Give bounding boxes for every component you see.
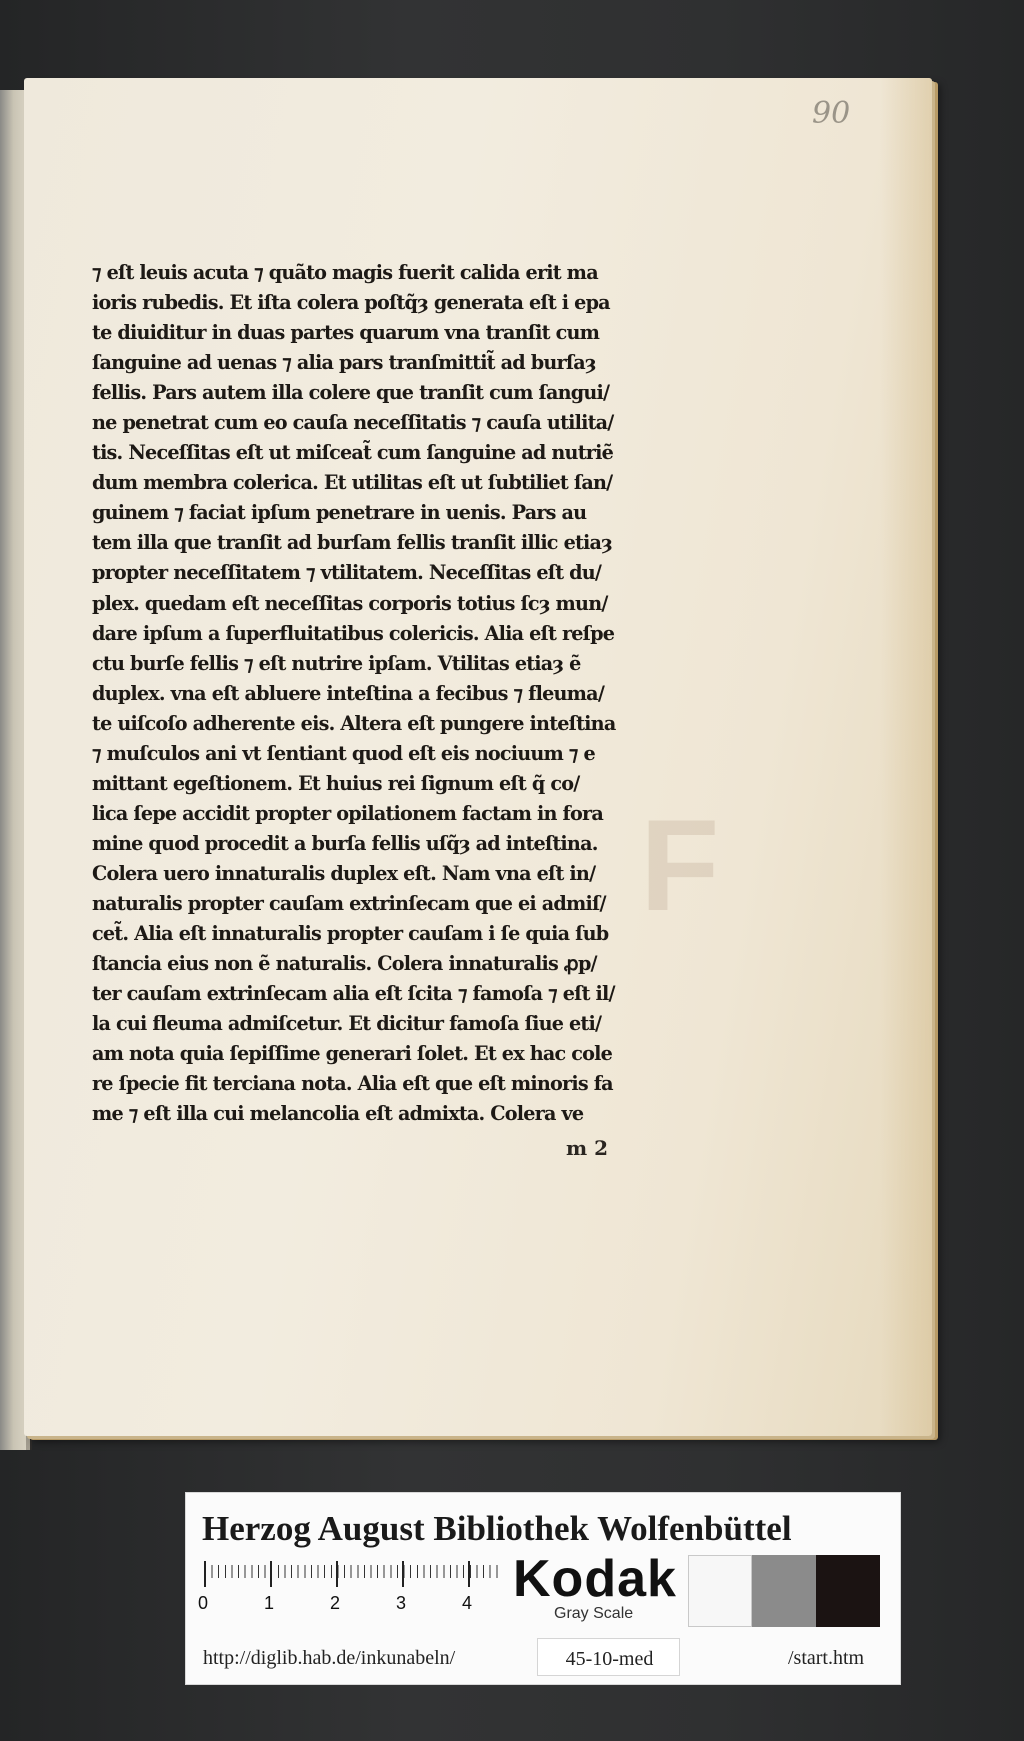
ruler-number: 3 — [396, 1593, 407, 1613]
ruler-major-tick — [468, 1561, 470, 1587]
text-line: la cui fleuma admiſcetur. Et dicitur famoſa ſiue eti/ — [92, 1012, 602, 1036]
text-line: dum membra colerica. Et utilitas eſt ut ſubtiliet ſan/ — [92, 471, 613, 495]
text-line: ⁊ muſculos ani vt ſentiant quod eſt eis nociuum ⁊ e — [92, 741, 595, 765]
library-title: Herzog August Bibliothek Wolfenbüttel — [202, 1509, 792, 1548]
ruler-major-tick — [336, 1561, 338, 1587]
gray-patch-black — [816, 1555, 880, 1627]
text-line: mine quod procedit a burſa fellis uſq̃ȝ ad inteſtina. — [92, 831, 598, 855]
text-line: am nota quia ſepiſſime generari ſolet. Et ex hac cole — [92, 1042, 613, 1066]
signature-mark: m 2 — [566, 1136, 609, 1160]
folio-number: 90 — [812, 96, 851, 131]
gray-patch-mid — [752, 1555, 816, 1627]
text-line: tem illa que tranſit ad burſam fellis tranſit illic etiaȝ — [92, 531, 613, 555]
url-suffix: /start.htm — [788, 1647, 865, 1669]
faint-watermark: F — [640, 792, 720, 938]
text-line: Colera uero innaturalis duplex eſt. Nam vna eſt in/ — [92, 861, 596, 885]
text-line: ioris rubedis. Et iſta colera poſtq̃ȝ generata eſt i epa — [92, 291, 610, 315]
ruler-number: 0 — [198, 1593, 209, 1613]
text-line: lica ſepe accidit propter opilationem factam in fora — [92, 801, 603, 825]
text-line: me ⁊ eſt illa cui melancolia eſt admixta. Colera ve — [92, 1102, 584, 1126]
text-line: propter neceſſitatem ⁊ vtilitatem. Neceſſitas eſt du/ — [92, 561, 602, 585]
text-line: tis. Neceſſitas eſt ut miſceat̃ cum ſanguine ad nutriẽ — [92, 441, 613, 465]
shelfmark-box — [537, 1638, 680, 1676]
text-line: re ſpecie fit terciana nota. Alia eſt que eſt minoris fa — [92, 1072, 613, 1096]
ruler-major-tick — [402, 1561, 404, 1587]
text-line: te uiſcoſo adherente eis. Altera eſt pungere inteſtina — [92, 711, 616, 735]
gray-scale-label: Gray Scale — [554, 1605, 634, 1622]
text-line: naturalis propter cauſam extrinſecam que ei admiſ/ — [92, 891, 606, 915]
library-scale-card — [185, 1492, 901, 1685]
page-fore-edge — [880, 78, 932, 1436]
text-line: guinem ⁊ faciat ipſum penetrare in uenis. Pars au — [92, 501, 587, 525]
ruler-number: 2 — [330, 1593, 341, 1613]
text-line: ne penetrat cum eo cauſa neceſſitatis ⁊ cauſa utilita/ — [92, 411, 614, 435]
text-line: duplex. vna eſt abluere inteſtina a fecibus ⁊ fleuma/ — [92, 681, 605, 705]
measurement-ruler — [204, 1561, 502, 1587]
ruler-major-tick — [270, 1561, 272, 1587]
ruler-major-tick — [204, 1561, 206, 1587]
ruler-number: 4 — [462, 1593, 473, 1613]
text-line: plex. quedam eſt neceſſitas corporis totius ſcȝ mun/ — [92, 591, 608, 615]
text-line: ter cauſam extrinſecam alia eſt ſcita ⁊ famoſa ⁊ eſt il/ — [92, 982, 615, 1006]
text-line: mittant egeſtionem. Et huius rei ſignum eſt q̃ co/ — [92, 771, 580, 795]
page-text-block — [92, 258, 660, 1129]
ruler-number: 1 — [264, 1593, 275, 1613]
text-line: te diuiditur in duas partes quarum vna tranſit cum — [92, 321, 600, 345]
text-line: ſanguine ad uenas ⁊ alia pars tranſmittit̃ ad burſaȝ — [92, 351, 596, 375]
text-line: fellis. Pars autem illa colere que tranſit cum ſangui/ — [92, 381, 610, 405]
kodak-logo: Kodak — [513, 1550, 677, 1608]
shelfmark-id: 45-10-med — [565, 1648, 654, 1670]
text-line: ⁊ eſt leuis acuta ⁊ quãto magis fuerit calida erit ma — [92, 261, 598, 284]
text-line: cet̃. Alia eſt innaturalis propter cauſam i ſe quia ſub — [92, 922, 609, 946]
text-line: ctu burſe fellis ⁊ eſt nutrire ipſam. Vtilitas etiaȝ ẽ — [92, 651, 581, 675]
gray-patch-white — [688, 1555, 752, 1627]
digital-library-url: http://diglib.hab.de/inkunabeln/ — [203, 1647, 456, 1669]
text-line: dare ipſum a ſuperfluitatibus colericis. Alia eſt reſpe — [92, 621, 615, 645]
text-line: ſtancia eius non ẽ naturalis. Colera innaturalis ꝓp/ — [92, 952, 597, 976]
